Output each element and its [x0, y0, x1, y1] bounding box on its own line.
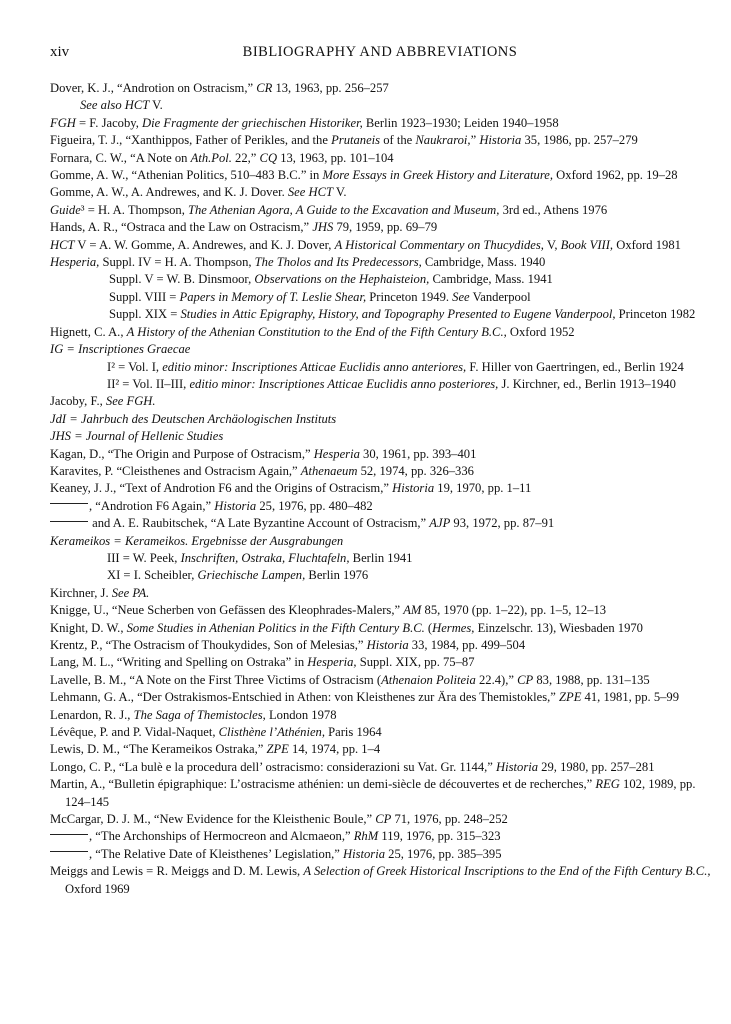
bibliography-entry: [50, 376, 712, 393]
italic-text: ZPE: [266, 742, 289, 757]
italic-text: Prutaneis: [331, 133, 381, 148]
italic-text: Guide: [50, 202, 81, 217]
entry-text: , “The Archonships of Hermocreon and Alcmaeon,”: [89, 829, 354, 844]
italic-text: JHS: [312, 220, 334, 235]
entry-text: 3rd ed., Athens 1976: [499, 202, 608, 217]
entry-text: Berlin 1923–1930; Leiden 1940–1958: [362, 115, 559, 130]
entry-text: Figueira, T. J., “Xanthippos, Father of Perikles, and the: [50, 133, 332, 148]
entry-text: Meiggs and Lewis = R. Meiggs and D. M. Lewis,: [50, 864, 304, 879]
entry-text: Knigge, U., “Neue Scherben von Gefässen des Kleophrades-Malers,”: [50, 603, 404, 618]
entry-text: F. Hiller von Gaertringen, ed., Berlin 1924: [466, 359, 684, 374]
entry-text: Cambridge, Mass. 1940: [421, 255, 546, 270]
entry-text: Oxford 1952: [506, 324, 575, 339]
entry-text: Longo, C. P., “La bulè e la procedura dell’ ostracismo: considerazioni su Vat. Gr. 1144,”: [50, 759, 497, 774]
italic-text: Inschriften, Ostraka, Fluchtafeln,: [180, 550, 350, 565]
bibliography-entry: [50, 498, 712, 515]
entry-text: Martin, A., “Bulletin épigraphique: L’ostracisme athénien: un demi-siècle de découvertes et de recherches,”: [50, 777, 596, 792]
entry-text: , “The Relative Date of Kleisthenes’ Legislation,”: [89, 846, 343, 861]
bibliography-entry: [50, 219, 712, 236]
bibliography-entry: [50, 359, 712, 376]
bibliography-entry: [50, 724, 712, 741]
bibliography-entry: [50, 741, 712, 758]
bibliography-entry: [50, 550, 712, 567]
bibliography-entry: [50, 132, 712, 149]
italic-text: Papers in Memory of T. Leslie Shear,: [179, 289, 367, 304]
bibliography-entry: [50, 759, 712, 776]
entry-text: Lavelle, B. M., “A Note on the First Three Victims of Ostracism (: [50, 672, 382, 687]
italic-text: The Tholos and Its Predecessors,: [254, 255, 422, 270]
bibliography-entry: [50, 863, 712, 898]
bibliography-entry: [50, 289, 712, 306]
entry-text: Paris 1964: [324, 725, 382, 740]
entry-text: = F. Jacoby,: [75, 115, 143, 130]
entry-text: Dover, K. J., “Androtion on Ostracism,”: [50, 81, 257, 95]
bibliography-entry: [50, 184, 712, 201]
italic-text: editio minor: Inscriptiones Atticae Euclidis anno anteriores,: [162, 359, 467, 374]
ditto-dash: [50, 503, 88, 504]
italic-text: editio minor: Inscriptiones Atticae Euclidis anno posteriores,: [189, 376, 499, 391]
bibliography-entry: [50, 428, 712, 445]
bibliography-entry: [50, 828, 712, 845]
italic-text: Clisthène l’Athénien,: [218, 725, 325, 740]
ditto-dash: [50, 521, 88, 522]
entry-text: I² = Vol. I,: [107, 359, 163, 374]
bibliography-entry: [50, 115, 712, 132]
bibliography-entry: [50, 689, 712, 706]
entry-text: London 1978: [265, 707, 337, 722]
entry-text: Cambridge, Mass. 1941: [429, 272, 553, 287]
entry-text: II² = Vol. II–III,: [107, 376, 190, 391]
italic-text: Hesperia: [313, 446, 360, 461]
italic-text: Studies in Attic Epigraphy, History, and Topography Presented to Eugene Vanderpool,: [180, 307, 616, 322]
italic-text: See also HCT: [80, 98, 150, 113]
entry-text: ”: [470, 133, 480, 148]
ditto-dash: [50, 834, 88, 835]
entry-text: Princeton 1949.: [366, 289, 453, 304]
entry-text: 14, 1974, pp. 1–4: [288, 742, 381, 757]
bibliography-entry: [50, 411, 712, 428]
entry-text: XI = I. Scheibler,: [107, 568, 198, 583]
bibliography-entry: [50, 254, 712, 271]
page-number: xiv: [50, 44, 70, 60]
entry-text: 22.4),”: [475, 672, 518, 687]
entry-text: Lewis, D. M., “The Kerameikos Ostraka,”: [50, 742, 267, 757]
entry-text: 30, 1961, pp. 393–401: [359, 446, 477, 461]
italic-text: Griechische Lampen,: [197, 568, 306, 583]
entry-text: , “Androtion F6 Again,”: [89, 498, 215, 513]
bibliography-entry: [50, 167, 712, 184]
entry-text: Lévêque, P. and P. Vidal-Naquet,: [50, 725, 219, 740]
bibliography-entry: [50, 237, 712, 254]
italic-text: See: [452, 289, 470, 304]
entry-text: 13, 1963, pp. 256–257: [272, 81, 389, 95]
entry-text: Oxford 1962, pp. 19–28: [553, 168, 678, 183]
italic-text: Some Studies in Athenian Politics in the Fifth Century B.C.: [126, 620, 425, 635]
italic-text: See PA.: [111, 585, 150, 600]
italic-text: AM: [403, 603, 422, 618]
italic-text: Historia: [496, 759, 539, 774]
entry-text: Gomme, A. W., A. Andrewes, and K. J. Dover.: [50, 185, 288, 200]
italic-text: AJP: [429, 516, 451, 531]
bibliography-entry: [50, 567, 712, 584]
italic-text: Observations on the Hephaisteion,: [254, 272, 430, 287]
bibliography-entry: [50, 97, 712, 114]
bibliography-entry: [50, 324, 712, 341]
entry-text: Gomme, A. W., “Athenian Politics, 510–483 B.C.” in: [50, 168, 323, 183]
bibliography-entry: [50, 602, 712, 619]
italic-text: JdI = Jahrbuch des Deutschen Archäologischen Instituts: [50, 411, 337, 426]
entry-text: Hignett, C. A.,: [50, 324, 127, 339]
entry-text: Princeton 1982: [615, 307, 696, 322]
italic-text: Historia: [343, 846, 385, 861]
entry-text: Berlin 1976: [305, 568, 369, 583]
italic-text: Athenaion Politeia: [381, 672, 476, 687]
italic-text: IG = Inscriptiones Graecae: [50, 342, 191, 357]
entry-text: Einzelschr. 13), Wiesbaden 1970: [474, 620, 643, 635]
italic-text: ZPE: [559, 690, 582, 705]
italic-text: See FGH.: [105, 394, 156, 409]
italic-text: RhM: [353, 829, 379, 844]
entry-text: Fornara, C. W., “A Note on: [50, 150, 191, 165]
bibliography-entry: [50, 271, 712, 288]
entry-text: Hands, A. R., “Ostraca and the Law on Ostracism,”: [50, 220, 313, 235]
entry-text: 93, 1972, pp. 87–91: [450, 516, 555, 531]
entry-text: 41, 1981, pp. 5–99: [581, 690, 680, 705]
bibliography-entry: [50, 80, 712, 97]
italic-text: The Athenian Agora, A Guide to the Excavation and Museum,: [188, 202, 500, 217]
entry-text: 29, 1980, pp. 257–281: [538, 759, 655, 774]
entry-text: Knight, D. W.,: [50, 620, 127, 635]
entry-text: 85, 1970 (pp. 1–22), pp. 1–5, 12–13: [421, 603, 607, 618]
italic-text: Hesperia,: [50, 255, 100, 270]
bibliography-entry: [50, 672, 712, 689]
entry-text: Kirchner, J.: [50, 585, 112, 600]
italic-text: Historia: [392, 481, 435, 496]
entry-text: Lang, M. L., “Writing and Spelling on Ostraka” in: [50, 655, 308, 670]
entry-text: Oxford 1981: [613, 237, 681, 252]
bibliography-entry: [50, 515, 712, 532]
entry-text: V,: [543, 237, 561, 252]
entry-text: 52, 1974, pp. 326–336: [357, 463, 474, 478]
italic-text: Hermes,: [432, 620, 475, 635]
entry-text: Oxford 1969: [65, 881, 130, 896]
entry-text: 22,”: [231, 150, 260, 165]
italic-text: The Saga of Themistocles,: [133, 707, 266, 722]
entry-text: Kagan, D., “The Origin and Purpose of Ostracism,”: [50, 446, 314, 461]
italic-text: Die Fragmente der griechischen Historiker,: [142, 115, 363, 130]
entry-text: 33, 1984, pp. 499–504: [408, 638, 526, 652]
bibliography-list: [50, 80, 712, 898]
entry-text: of the: [380, 133, 416, 148]
entry-text: 119, 1976, pp. 315–323: [378, 829, 501, 844]
italic-text: See HCT: [287, 185, 333, 200]
entry-text: Lenardon, R. J.,: [50, 707, 134, 722]
bibliography-entry: [50, 846, 712, 863]
italic-text: FGH: [50, 115, 76, 130]
running-head: BIBLIOGRAPHY AND ABBREVIATIONS: [242, 44, 518, 60]
entry-text: Lehmann, G. A., “Der Ostrakismos-Entschied in Athen: von Kleisthenes zur Ära des Themistokles,”: [50, 690, 560, 705]
bibliography-entry: [50, 341, 712, 358]
entry-text: Suppl. VIII =: [109, 289, 180, 304]
italic-text: CP: [517, 672, 534, 687]
bibliography-entry: [50, 585, 712, 602]
italic-text: HCT: [50, 237, 75, 252]
italic-text: Historia: [479, 133, 522, 148]
italic-text: A Selection of Greek Historical Inscriptions to the End of the Fifth Century B.C.,: [303, 864, 711, 879]
italic-text: A Historical Commentary on Thucydides,: [334, 237, 544, 252]
entry-text: III = W. Peek,: [107, 550, 181, 565]
entry-text: 25, 1976, pp. 385–395: [385, 846, 502, 861]
entry-text: V.: [149, 98, 163, 113]
bibliography-entry: [50, 811, 712, 828]
entry-text: Suppl. IV = H. A. Thompson,: [99, 255, 255, 270]
entry-text: Jacoby, F.,: [50, 394, 106, 409]
bibliography-entry: [50, 446, 712, 463]
entry-text: Suppl. V = W. B. Dinsmoor,: [109, 272, 255, 287]
entry-text: V.: [333, 185, 347, 200]
italic-text: CQ: [259, 150, 278, 165]
entry-text: 25, 1976, pp. 480–482: [256, 498, 373, 513]
entry-text: 19, 1970, pp. 1–11: [434, 481, 532, 496]
bibliography-entry: [50, 393, 712, 410]
ditto-dash: [50, 851, 88, 852]
italic-text: JHS = Journal of Hellenic Studies: [50, 429, 224, 444]
bibliography-entry: [50, 620, 712, 637]
entry-text: (: [424, 620, 433, 635]
entry-text: 102, 1989, pp. 124–145: [65, 777, 696, 809]
entry-text: 79, 1959, pp. 69–79: [333, 220, 438, 235]
entry-text: Keaney, J. J., “Text of Androtion F6 and the Origins of Ostracism,”: [50, 481, 393, 496]
italic-text: Historia: [366, 638, 409, 652]
bibliography-entry: [50, 150, 712, 167]
italic-text: Ath.Pol.: [190, 150, 232, 165]
italic-text: CP: [375, 812, 392, 827]
italic-text: More Essays in Greek History and Literature,: [322, 168, 554, 183]
entry-text: McCargar, D. J. M., “New Evidence for the Kleisthenic Boule,”: [50, 812, 376, 827]
italic-text: Naukraroi,: [415, 133, 471, 148]
italic-text: Hesperia,: [307, 655, 357, 670]
italic-text: Athenaeum: [300, 463, 358, 478]
italic-text: Book VIII,: [560, 237, 614, 252]
italic-text: Historia: [214, 498, 257, 513]
entry-text: Berlin 1941: [349, 550, 413, 565]
italic-text: A History of the Athenian Constitution to the End of the Fifth Century B.C.,: [126, 324, 507, 339]
entry-text: Suppl. XIX =: [109, 307, 181, 322]
entry-text: 35, 1986, pp. 257–279: [521, 133, 638, 148]
entry-text: Suppl. XIX, pp. 75–87: [356, 655, 475, 670]
page-header: [50, 44, 710, 64]
bibliography-entry: [50, 533, 712, 550]
bibliography-entry: [50, 202, 712, 219]
entry-text: 83, 1988, pp. 131–135: [533, 672, 650, 687]
italic-text: REG: [595, 777, 620, 792]
italic-text: Kerameikos = Kerameikos. Ergebnisse der Ausgrabungen: [50, 533, 344, 548]
bibliography-entry: [50, 637, 712, 654]
bibliography-entry: [50, 776, 712, 811]
entry-text: and A. E. Raubitschek, “A Late Byzantine Account of Ostracism,”: [89, 516, 430, 531]
entry-text: 13, 1963, pp. 101–104: [277, 150, 394, 165]
entry-text: 71, 1976, pp. 248–252: [391, 812, 508, 827]
italic-text: CR: [256, 81, 273, 95]
entry-text: ³ = H. A. Thompson,: [80, 202, 188, 217]
bibliography-entry: [50, 480, 712, 497]
bibliography-entry: [50, 707, 712, 724]
entry-text: Vanderpool: [469, 289, 531, 304]
bibliography-entry: [50, 463, 712, 480]
entry-text: Karavites, P. “Cleisthenes and Ostracism Again,”: [50, 463, 301, 478]
entry-text: Krentz, P., “The Ostracism of Thoukydides, Son of Melesias,”: [50, 638, 367, 652]
bibliography-entry: [50, 654, 712, 671]
bibliography-entry: [50, 306, 712, 323]
entry-text: V = A. W. Gomme, A. Andrewes, and K. J. Dover,: [74, 237, 335, 252]
entry-text: J. Kirchner, ed., Berlin 1913–1940: [498, 376, 676, 391]
